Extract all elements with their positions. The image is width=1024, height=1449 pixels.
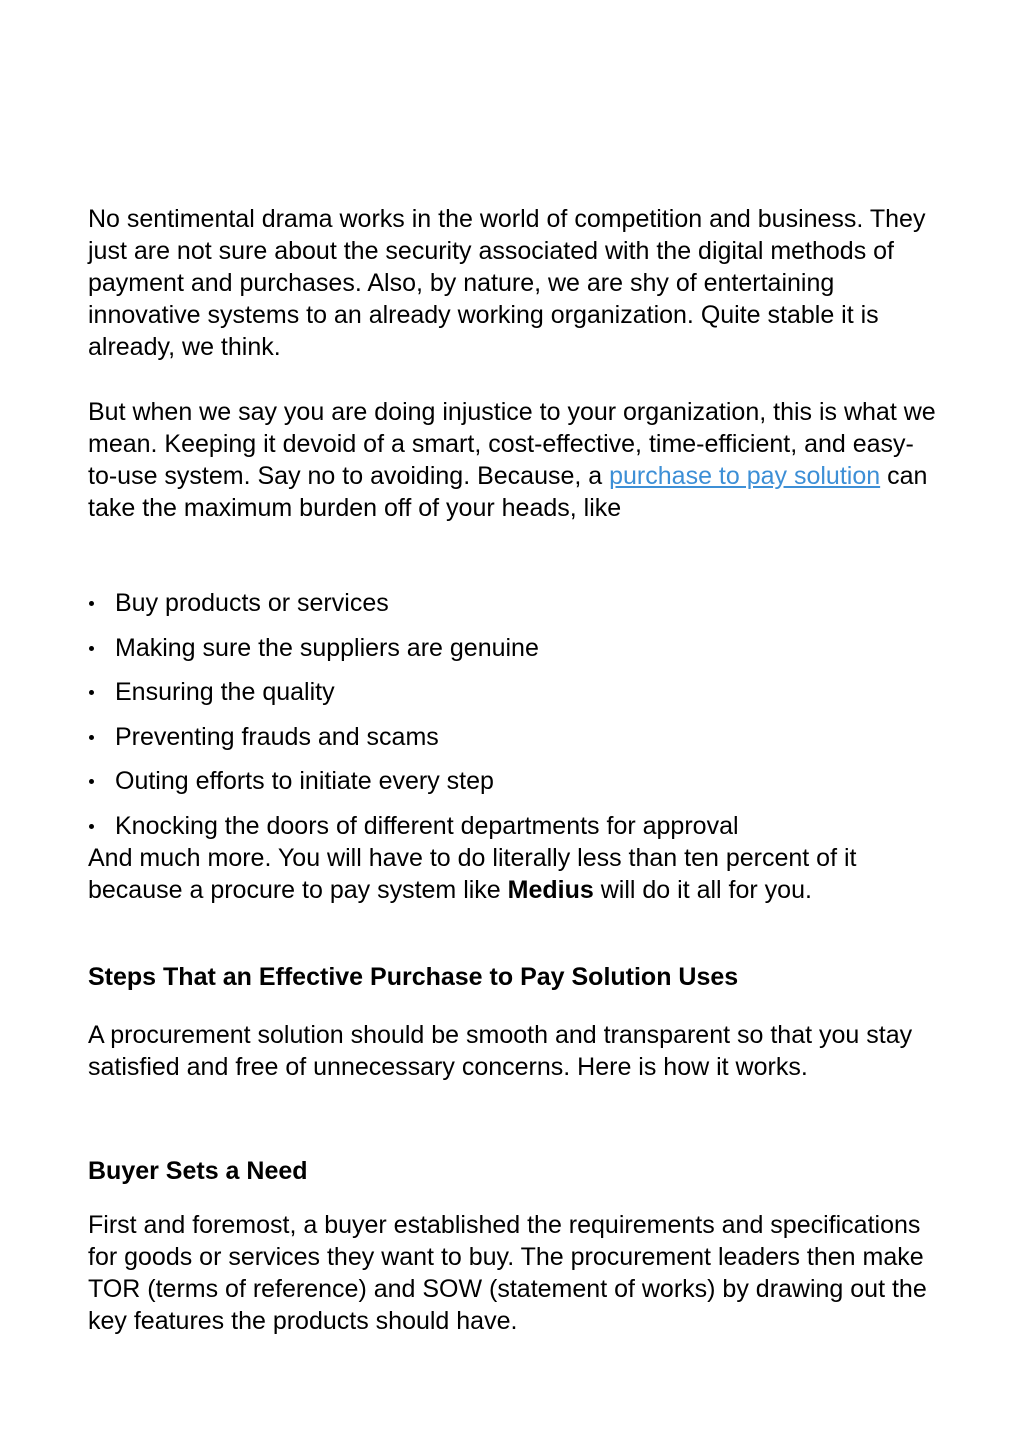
list-item-text: Preventing frauds and scams: [115, 722, 439, 751]
bullet-icon: [89, 601, 94, 606]
bullet-icon: [89, 735, 94, 740]
procurement-paragraph: A procurement solution should be smooth and transparent so that you stay satisfied and free of unnecessary concerns. Here is how it works.: [88, 1021, 913, 1081]
bullet-icon: [89, 824, 94, 829]
buyer-sets-need-heading: Buyer Sets a Need: [88, 1157, 308, 1185]
list-item-text: Ensuring the quality: [115, 678, 335, 706]
injustice-paragraph-text-end: can take the maximum burden off of your heads, like: [88, 462, 928, 522]
bullet-icon: [89, 779, 94, 784]
purchase-to-pay-solution-link[interactable]: purchase to pay solution: [609, 462, 881, 490]
list-item-text: Outing efforts to initiate every step: [115, 767, 494, 795]
list-item: [88, 721, 938, 753]
intro-paragraph: No sentimental drama works in the world of competition and business. They just are not sure about the security associated with the digital methods of payment and purchases. Also, by nature, we are shy of entertaining innovative systems to an already working organization. Quite stable it is already, we think.: [88, 205, 926, 361]
medius-brand-name: Medius: [507, 876, 594, 904]
bullet-icon: [89, 690, 94, 695]
list-item: [88, 632, 938, 664]
bullet-icon: [89, 646, 94, 651]
list-item-text: Buy products or services: [115, 589, 389, 617]
steps-heading: Steps That an Effective Purchase to Pay Solution Uses: [88, 963, 739, 991]
list-item-text: Knocking the doors of different departments for approval: [115, 811, 739, 840]
benefits-list: [88, 587, 938, 842]
medius-paragraph-text: And much more. You will have to do literally less than ten percent of it because a procure to pay system like: [88, 844, 857, 904]
list-item: [88, 587, 938, 619]
list-item: [88, 810, 938, 842]
list-item-text: Making sure the suppliers are genuine: [115, 633, 539, 662]
injustice-paragraph-text: But when we say you are doing injustice to your organization, this is what we mean. Keeping it devoid of a smart, cost-effective, time-efficient, and easy-to-use system. Say no to avoiding. Because, a: [88, 398, 936, 490]
injustice-paragraph: [88, 396, 938, 524]
medius-paragraph: [88, 842, 938, 906]
buyer-need-paragraph: First and foremost, a buyer established the requirements and specifications for goods or services they want to buy. The procurement leaders then make TOR (terms of reference) and SOW (statement of works) by drawing out the key features the products should have.: [88, 1211, 927, 1335]
list-item: [88, 676, 938, 708]
list-item: [88, 765, 938, 797]
medius-paragraph-text-end: will do it all for you.: [593, 876, 812, 904]
